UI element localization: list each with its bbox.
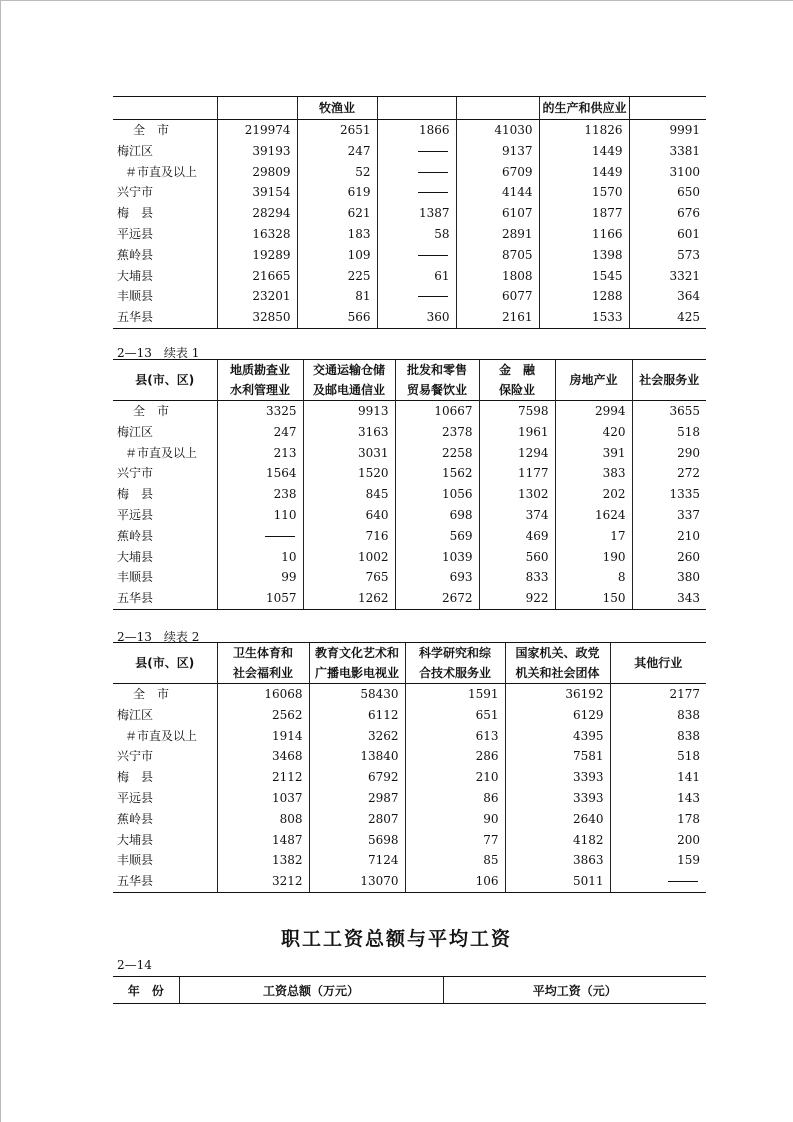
table-cell: 3468 [217,746,309,767]
table-row [113,850,706,871]
table-cell: 1057 [217,588,303,609]
column-header: 年 份 [113,977,179,1004]
table-cell [377,141,456,162]
table-cell: 651 [405,705,505,726]
table-cell: 1570 [539,182,629,203]
table-row [113,809,706,830]
region-column-header: 县(市、区) [113,643,217,684]
table-cell: 23201 [217,286,297,307]
table-cell: 6107 [456,203,539,224]
table-cell: 6709 [456,162,539,183]
table-cell: 3655 [632,401,706,422]
column-header: 社会服务业 [632,360,706,401]
dash-placeholder [418,192,448,193]
table-row [113,162,706,183]
table-row [113,705,706,726]
table-row [113,746,706,767]
table-cell: 1487 [217,830,309,851]
table-cell: 17 [555,526,632,547]
table-cell: 3393 [505,788,610,809]
table-cell: 3321 [629,266,706,287]
table-employment-1 [113,96,706,329]
table-cell: 286 [405,746,505,767]
table-cell: 150 [555,588,632,609]
table-cell: 2807 [309,809,405,830]
table-cell: 90 [405,809,505,830]
table-cell: 178 [610,809,706,830]
region-name: 全 市 [113,401,217,422]
table-cell: 716 [303,526,395,547]
region-name: 兴宁市 [117,466,154,481]
table-cell: 1591 [405,684,505,705]
table-cell: 61 [377,266,456,287]
table-cell: 247 [297,141,377,162]
table-cell: 619 [297,182,377,203]
table-cell: 425 [629,307,706,328]
table-cell: 6792 [309,767,405,788]
table-cell: 640 [303,505,395,526]
region-column-header: 县(市、区) [113,360,217,401]
table-cell: 1037 [217,788,309,809]
region-name: 兴宁市 [117,749,154,764]
column-header [113,97,217,120]
region-name: 梅江区 [117,143,154,158]
dash-placeholder [418,151,448,152]
table-cell: 4395 [505,726,610,747]
table-header-row [113,360,706,381]
table-cell: 58 [377,224,456,245]
table-cell: 11826 [539,120,629,141]
column-header: 牧渔业 [297,97,377,120]
table-cell: 28294 [217,203,297,224]
column-header: 的生产和供应业 [539,97,629,120]
column-header: 交通运输仓储 [303,360,395,381]
region-name: ＃市直及以上 [125,164,198,179]
table-row [113,463,706,484]
table-cell: 1449 [539,141,629,162]
table-cell: 2994 [555,401,632,422]
region-name: 大埔县 [117,268,154,283]
table-row [113,684,706,705]
region-name: 梅江区 [117,424,154,439]
table-cell: 1294 [479,443,555,464]
table-cell: 1961 [479,422,555,443]
column-header: 机关和社会团体 [505,663,610,684]
table-cell: 1387 [377,203,456,224]
table-cell: 6112 [309,705,405,726]
table-cell: 10667 [395,401,479,422]
table-cell: 9991 [629,120,706,141]
region-name: 兴宁市 [117,185,154,200]
column-header: 贸易餐饮业 [395,380,479,401]
dash-placeholder [418,172,448,173]
table-cell: 1288 [539,286,629,307]
column-header: 广播电影电视业 [309,663,405,684]
region-name: 五华县 [113,307,217,328]
table-cell: 2562 [217,705,309,726]
table-cell: 698 [395,505,479,526]
table-cell: 833 [479,567,555,588]
table-cell: 2258 [395,443,479,464]
table-cell: 613 [405,726,505,747]
table-cell: 1808 [456,266,539,287]
table-cell: 19289 [217,245,297,266]
column-header: 平均工资（元） [443,977,706,1004]
table-cell: 693 [395,567,479,588]
column-header: 房地产业 [555,360,632,401]
column-header [629,97,706,120]
table-cell: 39193 [217,141,297,162]
dash-placeholder [668,881,698,882]
table-cell: 420 [555,422,632,443]
column-header: 国家机关、政党 [505,643,610,664]
table-cell: 200 [610,830,706,851]
column-header: 批发和零售 [395,360,479,381]
table-row [113,401,706,422]
table-row [113,767,706,788]
table-row [113,871,706,892]
table-cell: 2378 [395,422,479,443]
table-cell: 380 [632,567,706,588]
column-header: 及邮电通信业 [303,380,395,401]
region-name: 丰顺县 [117,570,154,585]
table-cell: 58430 [309,684,405,705]
table-cell: 469 [479,526,555,547]
table-header-row [113,643,706,664]
table-cell: 1545 [539,266,629,287]
table-row [113,224,706,245]
table-cell: 210 [405,767,505,788]
table-cell: 2987 [309,788,405,809]
table-cell: 845 [303,484,395,505]
dash-placeholder [265,536,295,537]
region-name: 平远县 [117,507,154,522]
table-cell: 9913 [303,401,395,422]
table-cell: 518 [610,746,706,767]
table-cell: 5698 [309,830,405,851]
table-cell: 219974 [217,120,297,141]
table-cell: 7124 [309,850,405,871]
table-cell: 1914 [217,726,309,747]
region-name: 平远县 [117,790,154,805]
region-name: 平远县 [117,226,154,241]
table-cell: 10 [217,547,303,568]
table-header-row [113,97,706,120]
table-cell: 13840 [309,746,405,767]
table-cell: 621 [297,203,377,224]
table-cell: 3163 [303,422,395,443]
table-cell: 1624 [555,505,632,526]
dash-placeholder [418,255,448,256]
table-row [113,266,706,287]
column-header [377,97,456,120]
table-cell: 566 [297,307,377,328]
table-cell: 3393 [505,767,610,788]
table-cell: 99 [217,567,303,588]
table-cell: 52 [297,162,377,183]
column-header: 工资总额（万元） [179,977,443,1004]
table-cell: 32850 [217,307,297,328]
table-cell: 343 [632,588,706,609]
table-cell: 1877 [539,203,629,224]
table-cell: 3031 [303,443,395,464]
table-row [113,422,706,443]
table-cell: 247 [217,422,303,443]
table-row [113,547,706,568]
table-cell: 2112 [217,767,309,788]
table-cell: 290 [632,443,706,464]
table-row [113,588,706,609]
table-cell [217,526,303,547]
table-cell: 1562 [395,463,479,484]
column-header: 卫生体育和 [217,643,309,664]
table-cell: 360 [377,307,456,328]
table-caption: 2—13 续表 2 [117,630,200,644]
table-wages [113,976,706,1004]
table-cell: 106 [405,871,505,892]
region-name: ＃市直及以上 [125,728,198,743]
table-header-row [113,977,706,1004]
region-name: 五华县 [113,871,217,892]
table-cell: 238 [217,484,303,505]
table-cell [377,162,456,183]
table-cell: 569 [395,526,479,547]
table-cell: 1039 [395,547,479,568]
table-cell: 2672 [395,588,479,609]
table-cell: 8 [555,567,632,588]
region-name: 全 市 [113,120,217,141]
region-name: 丰顺县 [117,853,154,868]
table-cell: 210 [632,526,706,547]
table-cell: 81 [297,286,377,307]
table-cell: 2651 [297,120,377,141]
table-employment-2 [113,359,706,610]
column-header: 教育文化艺术和 [309,643,405,664]
table-cell: 3863 [505,850,610,871]
table-cell: 922 [479,588,555,609]
table-row [113,286,706,307]
table-row [113,245,706,266]
table-cell: 39154 [217,182,297,203]
table-cell: 1398 [539,245,629,266]
column-header: 水利管理业 [217,380,303,401]
table-cell: 808 [217,809,309,830]
region-name: 大埔县 [117,832,154,847]
table-cell: 7581 [505,746,610,767]
table-caption: 2—14 [117,958,152,972]
table-cell: 3325 [217,401,303,422]
table-cell: 4182 [505,830,610,851]
table-row [113,120,706,141]
table-cell: 765 [303,567,395,588]
table-cell: 3100 [629,162,706,183]
table-cell: 838 [610,726,706,747]
table-cell: 1002 [303,547,395,568]
table-cell: 21665 [217,266,297,287]
table-cell: 1520 [303,463,395,484]
column-header: 其他行业 [610,643,706,684]
table-cell [377,245,456,266]
region-name: 蕉岭县 [117,811,154,826]
table-cell: 391 [555,443,632,464]
table-row [113,567,706,588]
table-cell [610,871,706,892]
table-cell: 225 [297,266,377,287]
region-name: 五华县 [113,588,217,609]
table-cell: 1335 [632,484,706,505]
table-row [113,307,706,328]
table-cell: 159 [610,850,706,871]
page-border-top [0,0,793,1]
table-cell: 2891 [456,224,539,245]
table-cell: 1533 [539,307,629,328]
region-name: 梅 县 [117,487,154,502]
table-cell: 85 [405,850,505,871]
table-cell: 1302 [479,484,555,505]
region-name: 大埔县 [117,549,154,564]
table-cell: 6129 [505,705,610,726]
table-cell: 260 [632,547,706,568]
region-name: ＃市直及以上 [125,445,198,460]
table-cell: 2640 [505,809,610,830]
dash-placeholder [418,296,448,297]
table-cell: 16328 [217,224,297,245]
table-row [113,182,706,203]
table-cell [377,286,456,307]
table-employment-3 [113,642,706,893]
column-header: 社会福利业 [217,663,309,684]
table-cell: 202 [555,484,632,505]
table-cell: 1382 [217,850,309,871]
table-cell: 110 [217,505,303,526]
table-cell: 2177 [610,684,706,705]
region-name: 全 市 [113,684,217,705]
table-cell: 141 [610,767,706,788]
table-cell: 573 [629,245,706,266]
region-name: 蕉岭县 [117,247,154,262]
column-header: 科学研究和综 [405,643,505,664]
table-cell: 337 [632,505,706,526]
table-cell: 190 [555,547,632,568]
table-row [113,203,706,224]
table-row [113,443,706,464]
table-cell: 7598 [479,401,555,422]
table-caption: 2—13 续表 1 [117,346,200,360]
table-cell: 374 [479,505,555,526]
table-row [113,830,706,851]
table-row [113,484,706,505]
table-cell: 109 [297,245,377,266]
table-cell: 2161 [456,307,539,328]
region-name: 丰顺县 [117,289,154,304]
table-cell: 5011 [505,871,610,892]
region-name: 梅 县 [117,206,154,221]
table-cell: 16068 [217,684,309,705]
column-header [456,97,539,120]
table-cell: 1564 [217,463,303,484]
table-cell [377,182,456,203]
table-row [113,788,706,809]
table-cell: 77 [405,830,505,851]
column-header: 合技术服务业 [405,663,505,684]
table-row [113,141,706,162]
section-title: 职工工资总额与平均工资 [280,928,512,950]
column-header: 保险业 [479,380,555,401]
page-border-left [0,0,1,1122]
table-row [113,505,706,526]
table-cell: 838 [610,705,706,726]
column-header [217,97,297,120]
table-cell: 8705 [456,245,539,266]
table-row [113,726,706,747]
table-cell: 383 [555,463,632,484]
table-cell: 1177 [479,463,555,484]
table-cell: 143 [610,788,706,809]
table-cell: 4144 [456,182,539,203]
table-cell: 3381 [629,141,706,162]
table-cell: 86 [405,788,505,809]
table-cell: 1866 [377,120,456,141]
table-cell: 13070 [309,871,405,892]
region-name: 梅江区 [117,707,154,722]
table-cell: 1166 [539,224,629,245]
table-row [113,526,706,547]
table-cell: 650 [629,182,706,203]
table-cell: 364 [629,286,706,307]
table-cell: 676 [629,203,706,224]
table-cell: 518 [632,422,706,443]
table-cell: 213 [217,443,303,464]
table-cell: 36192 [505,684,610,705]
table-cell: 3262 [309,726,405,747]
column-header: 金 融 [479,360,555,381]
table-cell: 1262 [303,588,395,609]
table-cell: 3212 [217,871,309,892]
region-name: 梅 县 [117,770,154,785]
table-cell: 601 [629,224,706,245]
table-cell: 41030 [456,120,539,141]
table-cell: 183 [297,224,377,245]
table-cell: 29809 [217,162,297,183]
table-cell: 1056 [395,484,479,505]
table-cell: 1449 [539,162,629,183]
table-cell: 272 [632,463,706,484]
table-cell: 560 [479,547,555,568]
column-header: 地质勘查业 [217,360,303,381]
table-cell: 9137 [456,141,539,162]
table-cell: 6077 [456,286,539,307]
region-name: 蕉岭县 [117,528,154,543]
